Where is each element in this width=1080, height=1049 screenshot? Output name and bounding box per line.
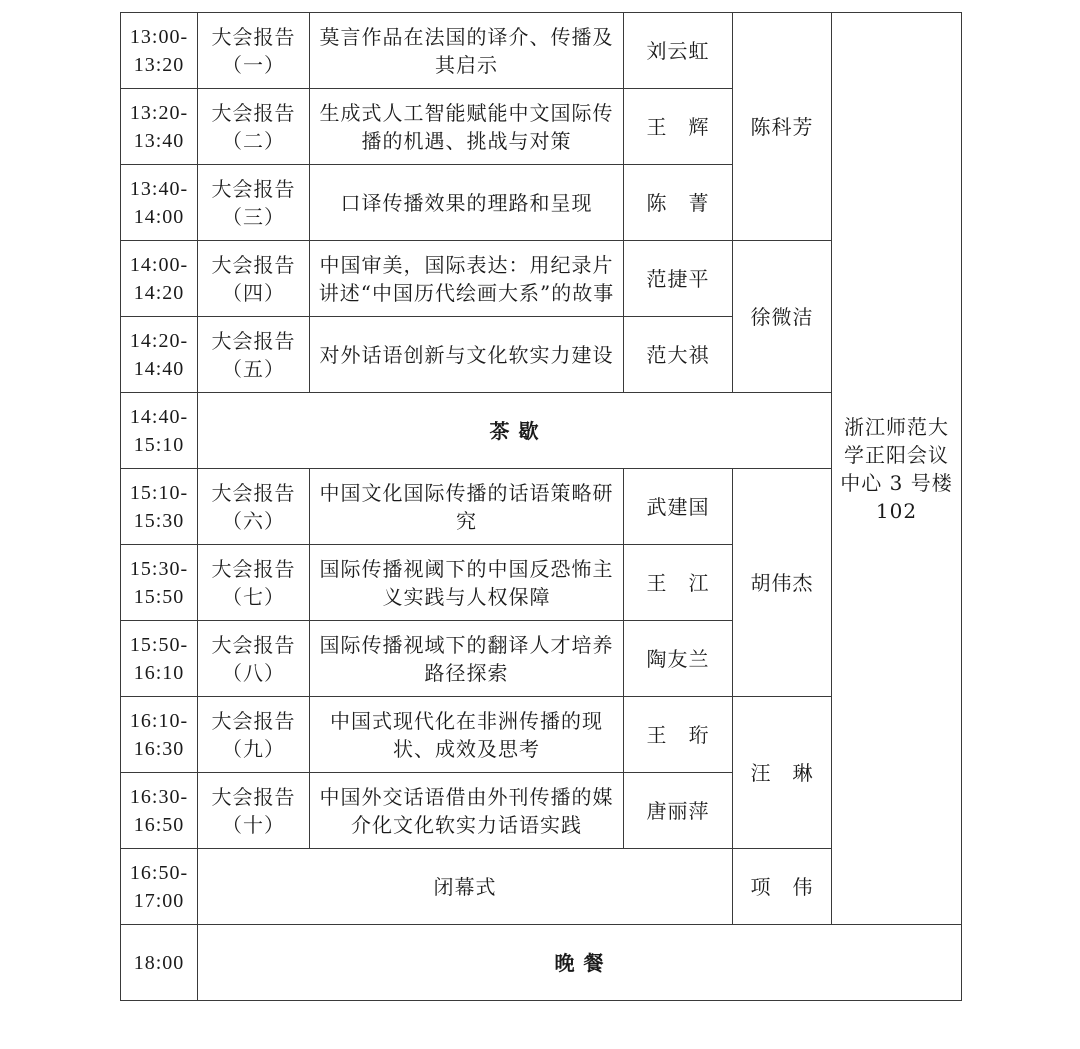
- time-cell: 13:20- 13:40: [121, 89, 198, 165]
- session-type-cell: 大会报告 （八）: [198, 621, 310, 697]
- speaker-cell: 王 珩: [624, 697, 733, 773]
- speaker-cell: 唐丽萍: [624, 773, 733, 849]
- session-type-cell: 大会报告 （十）: [198, 773, 310, 849]
- schedule-table: [120, 12, 962, 1001]
- report-title-cell: 口译传播效果的理路和呈现: [310, 165, 624, 241]
- speaker-cell: 王 辉: [624, 89, 733, 165]
- time-cell: 15:50- 16:10: [121, 621, 198, 697]
- chair-cell: 徐微洁: [733, 241, 832, 393]
- venue-cell: 浙江师范大学正阳会议中心 3 号楼 102: [832, 13, 962, 925]
- time-cell: 13:40- 14:00: [121, 165, 198, 241]
- session-type-cell: 大会报告 （一）: [198, 13, 310, 89]
- speaker-cell: 陈 菁: [624, 165, 733, 241]
- session-type-cell: 大会报告 （五）: [198, 317, 310, 393]
- chair-cell: 汪 琳: [733, 697, 832, 849]
- session-type-cell: 大会报告 （三）: [198, 165, 310, 241]
- session-type-cell: 大会报告 （二）: [198, 89, 310, 165]
- session-type-cell: 大会报告 （六）: [198, 469, 310, 545]
- table-row: [121, 13, 962, 89]
- dinner-label: 晚 餐: [198, 925, 962, 1001]
- report-title-cell: 中国审美，国际表达：用纪录片讲述“中国历代绘画大系”的故事: [310, 241, 624, 317]
- report-title-cell: 中国式现代化在非洲传播的现状、成效及思考: [310, 697, 624, 773]
- speaker-cell: 范捷平: [624, 241, 733, 317]
- chair-cell: 陈科芳: [733, 13, 832, 241]
- time-cell: 16:30- 16:50: [121, 773, 198, 849]
- time-cell: 16:10- 16:30: [121, 697, 198, 773]
- speaker-cell: 陶友兰: [624, 621, 733, 697]
- chair-cell: 项 伟: [733, 849, 832, 925]
- time-cell: 13:00- 13:20: [121, 13, 198, 89]
- report-title-cell: 国际传播视域下的翻译人才培养路径探索: [310, 621, 624, 697]
- speaker-cell: 刘云虹: [624, 13, 733, 89]
- time-cell: 14:40- 15:10: [121, 393, 198, 469]
- report-title-cell: 对外话语创新与文化软实力建设: [310, 317, 624, 393]
- chair-cell: 胡伟杰: [733, 469, 832, 697]
- report-title-cell: 国际传播视阈下的中国反恐怖主义实践与人权保障: [310, 545, 624, 621]
- dinner-row: [121, 925, 962, 1001]
- report-title-cell: 莫言作品在法国的译介、传播及其启示: [310, 13, 624, 89]
- session-type-cell: 大会报告 （七）: [198, 545, 310, 621]
- speaker-cell: 范大祺: [624, 317, 733, 393]
- time-cell: 14:20- 14:40: [121, 317, 198, 393]
- time-cell: 15:30- 15:50: [121, 545, 198, 621]
- report-title-cell: 中国外交话语借由外刊传播的媒介化文化软实力话语实践: [310, 773, 624, 849]
- session-type-cell: 大会报告 （九）: [198, 697, 310, 773]
- speaker-cell: 王 江: [624, 545, 733, 621]
- speaker-cell: 武建国: [624, 469, 733, 545]
- session-type-cell: 大会报告 （四）: [198, 241, 310, 317]
- report-title-cell: 中国文化国际传播的话语策略研究: [310, 469, 624, 545]
- report-title-cell: 生成式人工智能赋能中文国际传播的机遇、挑战与对策: [310, 89, 624, 165]
- time-cell: 15:10- 15:30: [121, 469, 198, 545]
- tea-break-label: 茶 歇: [198, 393, 832, 469]
- time-cell: 18:00: [121, 925, 198, 1001]
- closing-ceremony-label: 闭幕式: [198, 849, 733, 925]
- time-cell: 16:50- 17:00: [121, 849, 198, 925]
- time-cell: 14:00- 14:20: [121, 241, 198, 317]
